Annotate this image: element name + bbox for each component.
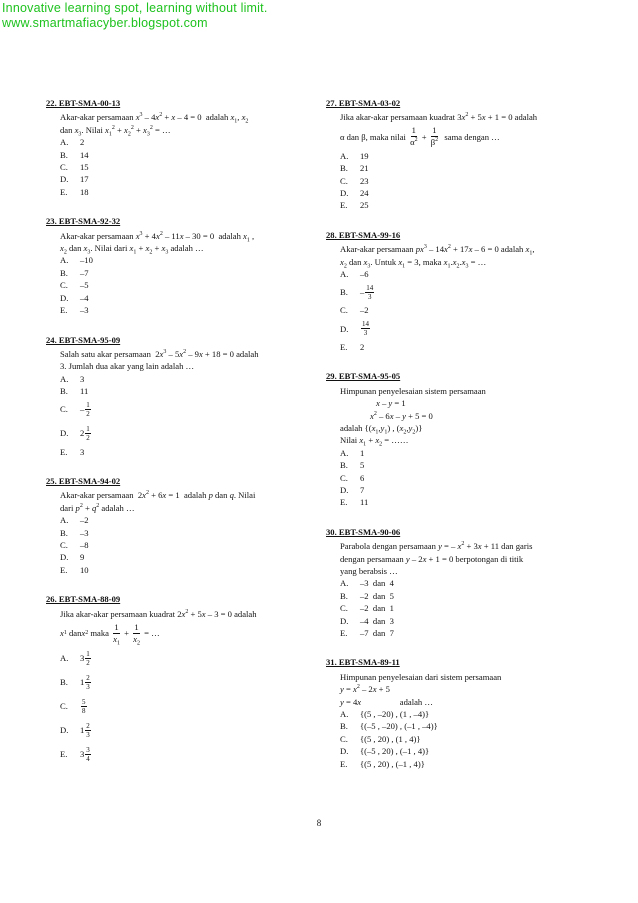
options-list (326, 150, 596, 212)
option-e[interactable]: E. 3 $\frac{3}{4}$ (60, 745, 90, 763)
question-text: Akar-akar persamaan $2x^2 + 6x = 1$ adalah p dan q. Nilai dari $p^2 + q^2$ adalah … (60, 490, 256, 513)
option-e[interactable]: E. 10 (60, 564, 89, 575)
option-c[interactable]: C. –2 dan 1 (340, 603, 394, 614)
option-e[interactable]: E. 18 (60, 186, 89, 197)
option-a[interactable]: A. 3 $\frac{1}{2}$ (60, 649, 90, 667)
option-d[interactable]: D. 9 (60, 552, 85, 563)
option-d[interactable]: D. –4 (60, 292, 89, 303)
options-list (46, 254, 308, 316)
options-list (326, 708, 596, 770)
option-e[interactable]: E. 11 (340, 497, 369, 508)
question-26 (46, 593, 308, 766)
question-header: 27. EBT-SMA-03-02 (326, 98, 401, 108)
option-e[interactable]: E. {(5 , 20) , (–1 , 4)} (340, 758, 425, 769)
option-c[interactable]: C. 6 (340, 472, 365, 483)
banner-url[interactable]: www.smartmafiacyber.blogspot.com (2, 16, 208, 30)
question-header: 22. EBT-SMA-00-13 (46, 98, 121, 108)
option-a[interactable]: A. {(5 , –20) , (1 , –4)} (340, 709, 430, 720)
option-e[interactable]: E. –7 dan 7 (340, 628, 394, 638)
option-a[interactable]: A. –10 (60, 255, 93, 266)
question-header: 26. EBT-SMA-88-09 (46, 594, 121, 605)
question-header: 25. EBT-SMA-94-02 (46, 475, 121, 486)
question-text: Jika akar-akar persamaan kuadrat $2x^2 + 5x - 3 = 0$ adalah x 1 dan x 2 maka $\frac{1}{x_1}$ + $\frac{1}{x_2}$ = … (60, 608, 257, 647)
question-text: Jika akar-akar persamaan kuadrat $3x^2 + 5x + 1 = 0$ adalah α dan β, maka nilai $\frac{1}{\alpha^2}$ + $\frac{1}{\beta^2}$ sama dengan … (340, 112, 538, 148)
options-list (46, 136, 308, 198)
question-text: Akar-akar persamaan $x^3 + 4x^2 - 11x - 30 = 0$ adalah $x_1$ , $x_2$ dan $x_3$. Nilai dari $x_1 + x_2 + x_3$ adalah … (60, 230, 255, 256)
question-25 (46, 475, 308, 576)
question-29 (326, 370, 596, 508)
option-c[interactable]: C. –8 (60, 539, 89, 550)
options-list (46, 514, 308, 576)
option-e[interactable]: E. 25 (340, 200, 369, 211)
option-d[interactable]: D. 17 (60, 174, 89, 185)
option-c[interactable]: C. 15 (60, 162, 89, 173)
question-24 (46, 334, 308, 458)
option-b[interactable]: B. 11 (60, 386, 89, 397)
option-b[interactable]: B. {(–5 , –20) , (–1 , –4)} (340, 721, 438, 732)
option-d[interactable]: D. $\frac{14}{3}$ (340, 320, 369, 338)
option-c[interactable]: C. 23 (340, 175, 369, 186)
options-list (326, 577, 596, 639)
option-e[interactable]: E. –3 (60, 305, 89, 316)
question-text: Salah satu akar persamaan $2x^3 - 5x^2 - 9x + 18 = 0$ adalah 3. Jumlah dua akar yang lain adalah … (60, 348, 259, 372)
option-a[interactable]: A. 1 (340, 447, 365, 458)
option-b[interactable]: B. –7 (60, 267, 89, 278)
option-e[interactable]: E. 2 (340, 341, 365, 352)
question-text: Akar-akar persamaan $px^3 - 14x^2 + 17x - 6 = 0$ adalah $x_1$, $x_2$ dan $x_3$. Untuk $x_1 = 3$, maka $x_1.x_2.x_3$ = … (340, 244, 535, 270)
banner-tagline: Innovative learning spot, learning without limit. (2, 1, 268, 15)
question-27 (326, 97, 596, 212)
right-column (326, 97, 596, 787)
option-c[interactable]: C. –5 (60, 280, 89, 291)
option-d[interactable]: D. {(–5 , 20) , (–1 , 4)} (340, 746, 430, 757)
option-b[interactable]: B. 14 (60, 149, 89, 160)
option-a[interactable]: A. 19 (340, 150, 369, 161)
options-list (46, 646, 308, 766)
options-list (46, 373, 308, 458)
option-d[interactable]: D. 24 (340, 188, 369, 199)
question-header: 30. EBT-SMA-90-06 (326, 526, 401, 537)
option-a[interactable]: A. –2 (60, 515, 89, 526)
option-a[interactable]: A. –6 (340, 269, 369, 280)
left-column (46, 97, 308, 783)
option-b[interactable]: B. –3 (60, 527, 89, 538)
option-c[interactable]: C. {(5 , 20) , (1 , 4)} (340, 733, 421, 744)
question-31 (326, 656, 596, 770)
option-d[interactable]: D. 1 $\frac{2}{3}$ (60, 721, 90, 739)
option-c[interactable]: C. –2 (340, 305, 369, 316)
option-b[interactable]: B. – $\frac{14}{3}$ (340, 283, 374, 301)
option-b[interactable]: B. 5 (340, 460, 365, 471)
option-c[interactable]: C. $\frac{5}{8}$ (60, 697, 86, 715)
option-d[interactable]: D. 7 (340, 484, 365, 495)
option-a[interactable]: A. 2 (60, 137, 85, 148)
options-list (326, 268, 596, 353)
page-number: 8 (316, 818, 322, 828)
question-header: 28. EBT-SMA-99-16 (326, 229, 401, 240)
option-a[interactable]: A. –3 dan 4 (340, 578, 394, 589)
site-banner (2, 1, 268, 31)
question-text: Akar-akar persamaan $x^3 - 4x^2 + x - 4 = 0$ adalah $x_1$, $x_2$ dan $x_3$. Nilai $x_1^2 + x_2^2 + x_3^2$ = … (60, 112, 249, 138)
option-d[interactable]: D. –4 dan 3 (340, 615, 394, 626)
question-28 (326, 229, 596, 353)
option-a[interactable]: A. 3 (60, 373, 85, 384)
option-b[interactable]: B. 1 $\frac{2}{3}$ (60, 673, 90, 691)
question-header: 29. EBT-SMA-95-05 (326, 371, 401, 382)
question-text: Himpunan penyelesaian sistem persamaan x – y = 1 $x^2 - 6x - y + 5 = 0$ adalah {$(x_1,y_1)$ , $(x_2,y_2)$} Nilai $x_1 + x_2$ = …… (340, 385, 486, 449)
question-header: 31. EBT-SMA-89-11 (326, 657, 400, 668)
option-b[interactable]: B. 21 (340, 163, 369, 174)
question-text: Himpunan penyelesaian dari sistem persamaan $y = x^2 - 2x + 5$ y = 4x adalah … (340, 671, 502, 707)
question-text: Parabola dengan persamaan y = – $x^2 + 3x + 11$ dan garis dengan persamaan y – 2x + 1 = 0 berpotongan di titik yang berabsis … (340, 541, 533, 576)
option-c[interactable]: C. – $\frac{1}{2}$ (60, 401, 90, 419)
question-23 (46, 215, 308, 316)
options-list (326, 447, 596, 509)
question-22 (46, 97, 308, 198)
option-b[interactable]: B. –2 dan 5 (340, 590, 394, 601)
question-30 (326, 526, 596, 640)
option-d[interactable]: D. 2 $\frac{1}{2}$ (60, 425, 90, 443)
question-header: 23. EBT-SMA-92-32 (46, 216, 121, 227)
question-header: 24. EBT-SMA-95-09 (46, 334, 121, 345)
option-e[interactable]: E. 3 (60, 446, 85, 457)
